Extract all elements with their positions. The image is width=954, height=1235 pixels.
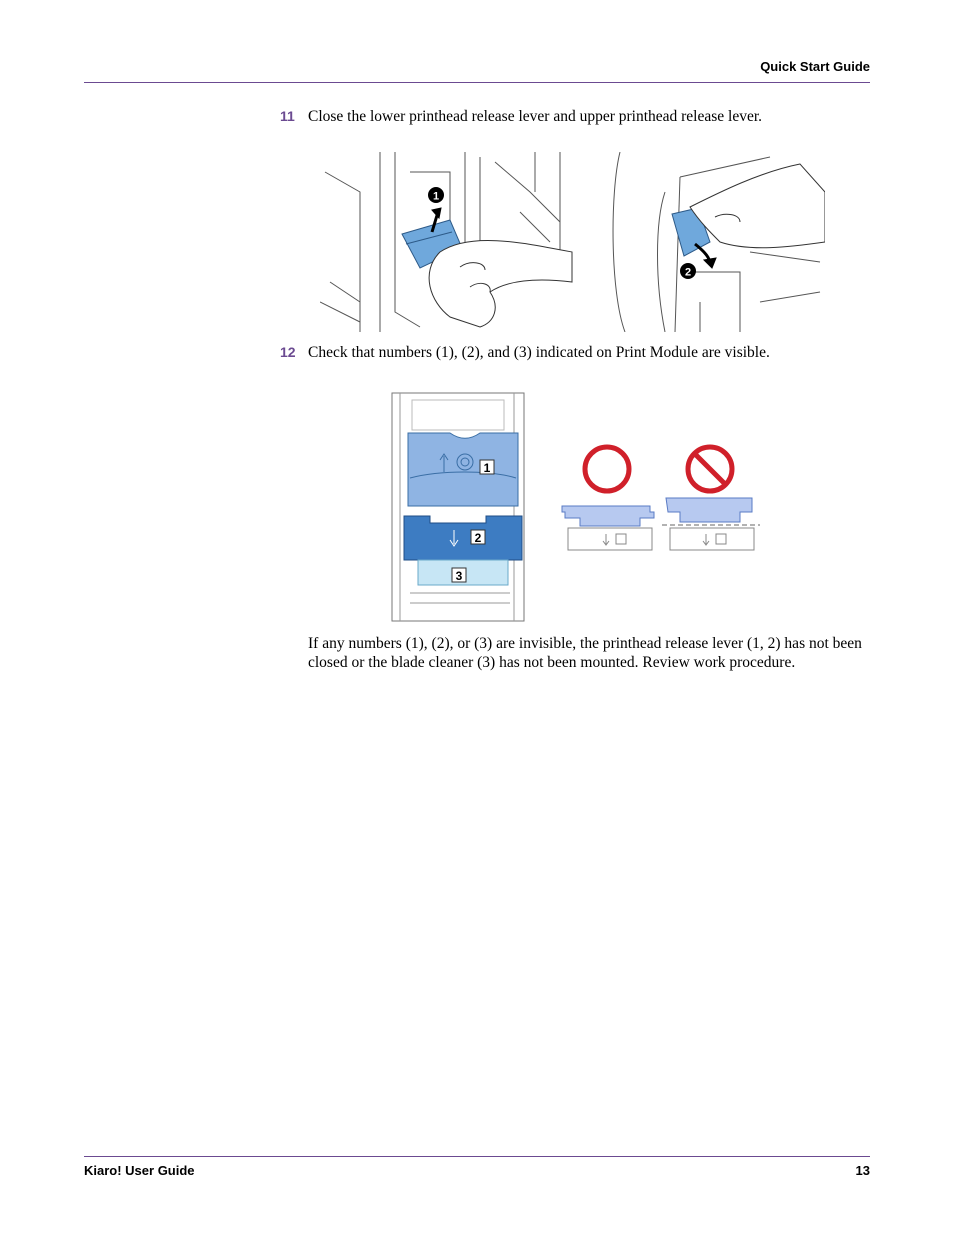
callout-2-label: 2	[684, 266, 692, 279]
page-header	[84, 56, 870, 83]
page-number: 13	[855, 1163, 870, 1178]
print-module-illustration	[390, 388, 790, 623]
module-label-3: 3	[455, 569, 463, 583]
close-levers-illustration	[320, 152, 825, 332]
correct-example	[562, 447, 654, 550]
upper-lever-panel	[605, 152, 825, 332]
module-label-2: 2	[474, 531, 482, 545]
callout-1-label: 1	[432, 190, 440, 203]
correct-circle-icon	[585, 447, 629, 491]
print-module-view	[392, 393, 524, 621]
lower-lever-panel	[320, 152, 572, 332]
step-text-11: Close the lower printhead release lever and upper printhead release lever.	[308, 108, 763, 125]
step-number-12: 12	[280, 344, 296, 360]
step-text-12: Check that numbers (1), (2), and (3) indicated on Print Module are visible.	[308, 344, 770, 361]
step-number-11: 11	[280, 108, 295, 124]
header-title: Quick Start Guide	[760, 59, 870, 74]
module-label-1: 1	[483, 461, 491, 475]
review-note: If any numbers (1), (2), or (3) are invisible, the printhead release lever (1, 2) has not been closed or the blade cleaner (3) has not been mounted. Review work procedure.	[308, 635, 862, 671]
page-footer	[84, 1156, 870, 1178]
incorrect-example	[662, 447, 760, 550]
footer-guide-title: Kiaro! User Guide	[84, 1163, 195, 1178]
